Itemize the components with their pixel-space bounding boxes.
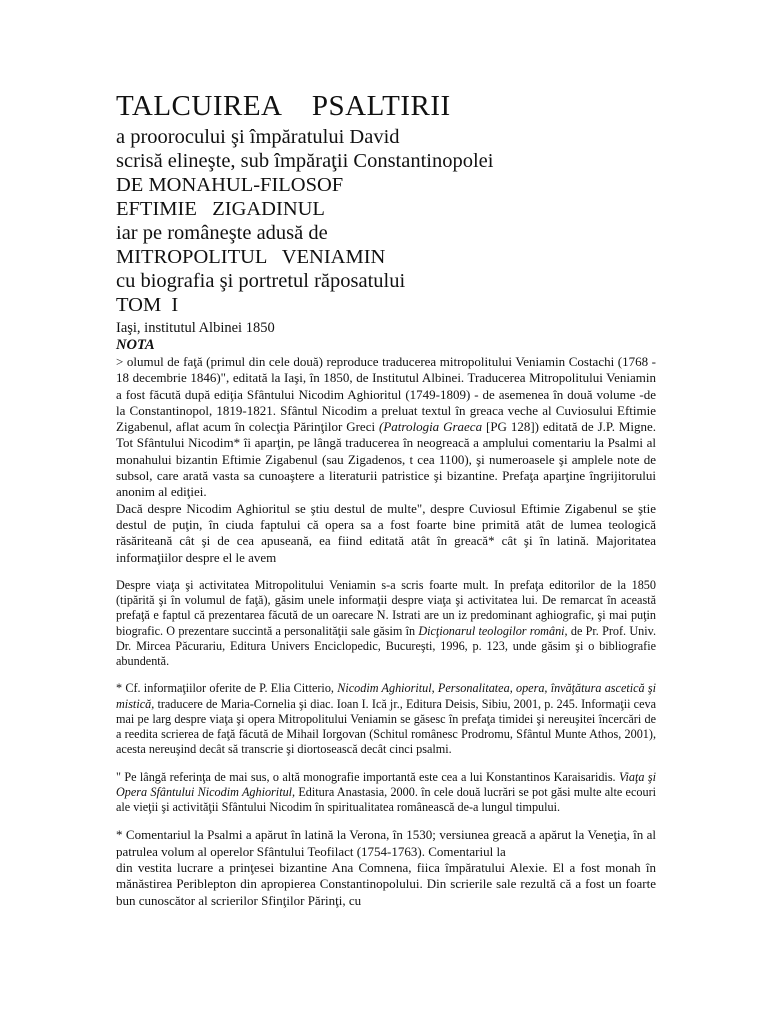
paragraph: > olumul de faţă (primul din cele două) reproduce traducerea mitropolitului Veniamin Costachi (1768 - 18 decembrie 1846)", editată la Iaşi, în 1850, de Institutul Albinei. Traducerea Mitropolitului Veniamin a fost făcută după ediţia Sfântului Nicodim Aghioritul (1749-1809) - de asemenea în două volume -de la Constantinopol, 1819-1821. Sfântul Nicodim a preluat textul în greaca veche al Cuviosului Eftimie Zigabenul, aflat acum în colecţia Părinţilor Greci (Patrologia Graeca [PG 128]) editată de J.P. Migne. Tot Sfântului Nicodim* îi aparţin, pe lângă traducerea în neogreacă a amplului comentariu la Psalmi al monahului bizantin Eftimie Zigabenul (sau Zigadenos, t cea 1100), şi numeroasele şi amplele note de subsol, care arată vasta sa cunoaştere a literaturii patristice şi bizantine. Prefaţa aparţine îngrijitorului anonim al ediţiei.: [116, 354, 657, 500]
document-title: TALCUIREA PSALTIRII: [116, 90, 451, 122]
paragraph: din vestita lucrare a prinţesei bizantine Ana Comnena, fiica împăratului Alexie. El a fost monah în mănăstirea Periblepton din apropierea Constantinopolului. Din scrierile sale rezultă că a fost un foarte bun cunoscător al scrierilor Sfinţilor Părinţi, cu: [116, 860, 656, 908]
subtitle-line: a proorocului şi împăratului David: [116, 126, 400, 148]
document-page: [116, 88, 656, 909]
subtitle-block: [116, 125, 656, 317]
subtitle-line: DE MONAHUL-FILOSOF: [116, 174, 344, 196]
body-text-continued: [116, 827, 656, 908]
body-text: [116, 354, 656, 566]
footnote-block: [116, 578, 656, 815]
subtitle-line: EFTIMIE ZIGADINUL: [116, 198, 325, 220]
nota-heading: NOTA: [116, 337, 155, 353]
subtitle-line: cu biografia şi portretul răposatului: [116, 270, 406, 292]
subtitle-line: MITROPOLITUL VENIAMIN: [116, 246, 386, 268]
subtitle-line: TOM I: [116, 294, 179, 316]
paragraph: Despre viaţa şi activitatea Mitropolitului Veniamin s-a scris foarte mult. In prefaţa editorilor de la 1850 (tipărită şi în volumul de faţă), găsim unele informaţii despre viaţa şi activitatea lui. De remarcat în această prefaţă e faptul că prezentarea făcută de un oarecare N. Istrati are un iz predominant aghiografic, şi mai puţin biografic. O prezentare succintă a personalităţii sale găsim în Dicţionarul teologilor români, de Pr. Prof. Univ. Dr. Mircea Păcurariu, Editura Univers Enciclopedic, Bucureşti, 1996, p. 123, unde găsim şi o bibliografie abundentă.: [116, 578, 656, 669]
footnote: " Pe lângă referinţa de mai sus, o altă monografie importantă este cea a lui Konstantinos Karaisaridis. Viaţa şi Opera Sfântului Nicodim Aghioritul, Editura Anastasia, 2000. în cele două lucrări se pot găsi multe alte ecouri ale vieţii şi activităţii Sfântului Nicodim în spiritualitatea românească de-a lungul timpului.: [116, 769, 657, 815]
subtitle-line: iar pe româneşte adusă de: [116, 222, 328, 244]
paragraph: * Comentariul la Psalmi a apărut în latină la Verona, în 1530; versiunea greacă a apărut la Veneţia, în al patrulea volum al operelor Sfântului Teofilact (1754-1763). Comentariul la: [116, 827, 656, 859]
subtitle-line: scrisă elineşte, sub împăraţii Constantinopolei: [116, 150, 494, 172]
paragraph: Dacă despre Nicodim Aghioritul se ştiu destul de multe", despre Cuviosul Eftimie Zigabenul se ştie destul de puţin, în ciuda faptului că opera sa a fost foarte bine primită atât de lumea teologică răsăriteană cât şi de cea apuseană, ea fiind editată atât în greacă* cât şi în latină. Majoritatea informaţiilor despre el le avem: [116, 500, 656, 565]
footnote: * Cf. informaţiilor oferite de P. Elia Citterio, Nicodim Aghioritul, Personalitatea, opera, învăţătura ascetică şi mistică, traducere de Maria-Cornelia şi diac. Ioan I. Ică jr., Editura Deisis, Sibiu, 2001, p. 245. Informaţii ceva mai pe larg despre viaţa şi opera Mitropolitului Veniamin se găsesc în prefaţa timidei şi nereuşitei încercări de a reedita scrierea de faţă făcută de Mihail Iorgovan (Schitul românesc Prodromu, Sfântul Munte Athos, 2001), acesta nereuşind decât să transcrie şi diortosească decât cinci psalmi.: [116, 681, 657, 757]
publisher-line: Iaşi, institutul Albinei 1850: [116, 320, 275, 336]
